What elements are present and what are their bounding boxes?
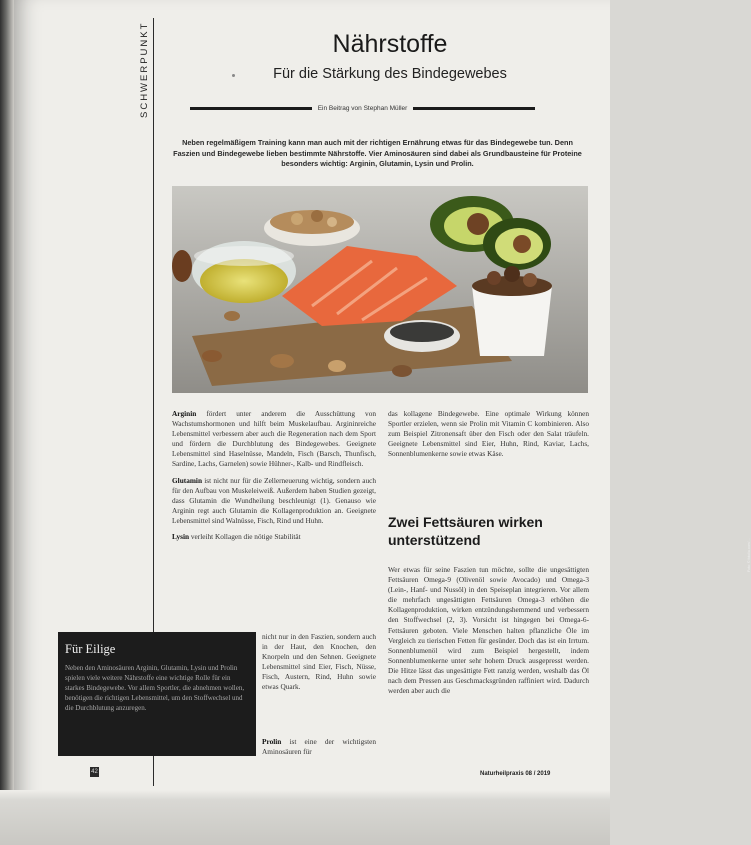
paragraph-arginin (172, 409, 376, 470)
info-box-title: Für Eilige (65, 642, 116, 656)
body-column-right-lower (388, 565, 589, 702)
text-arginin: fördert unter anderem die Ausschüttung von Wachstumshormonen und hilft beim Muskelaufbau. Argininreiche Lebensmittel verbessern aber auch die Regeneration nach dem Sport und fördern die Durchblutung des Bindegewebes. Geeignete Lebensmittel sind Haselnüsse, Mandeln, Fisch (Barsch, Thunfisch, Sardine, Lachs, Garnelen) sowie Hühner-, Kalb- und Rindfleisch. (172, 409, 376, 469)
photo-credit: Foto: © fotolia.com/… (747, 538, 751, 572)
article-subtitle: Für die Stärkung des Bindegewebes (273, 66, 507, 82)
term-glutamin: Glutamin (172, 475, 203, 485)
lead-paragraph: Neben regelmäßigem Training kann man auch mit der richtigen Ernährung etwas für das Bindegewebe tun. Denn Faszien und Bindegewebe lieben bestimmte Nährstoffe. Vier Aminosäuren sind dabei als Grundbausteine für Proteine besonders wichtig: Arginin, Glutamin, Lysin und Prolin. (173, 138, 582, 168)
body-column-left (172, 409, 376, 548)
section-heading: Zwei Fettsäuren wirken unterstützend (388, 514, 543, 548)
term-arginin: Arginin (172, 409, 197, 418)
byline-row (190, 101, 535, 115)
text-lysin-top: verleiht Kollagen die nötige Stabilität (189, 532, 301, 542)
subtitle-bullet (232, 74, 235, 77)
nut-bowl (472, 286, 552, 356)
byline: Ein Beitrag von Stephan Müller (317, 104, 408, 112)
term-prolin: Prolin (262, 737, 282, 746)
body-column-right (388, 409, 589, 465)
scan-bottom-shadow (0, 790, 610, 845)
footer-publication: Naturheilpraxis 08 / 2019 (480, 771, 551, 777)
info-box-text: Neben den Aminosäuren Arginin, Glutamin, Lysin und Prolin spielen viele weitere Nährstoffe eine wichtige Rolle für ein starkes Bindegewebe. Vor allem Sportler, die abnehmen wollen, benötigen die richtigen Lebensmittel, um den Stoffwechsel und die Durchblutung anzuregen. (65, 664, 245, 712)
paragraph-lysin-top (172, 532, 376, 542)
info-box (58, 632, 256, 756)
paragraph-fettsaeuren: Wer etwas für seine Faszien tun möchte, sollte die ungesättigten Fettsäuren Omega-9 (Olivenöl sowie Avocado) und Omega-3 (Lein-, Hanf- und Nussöl) in den Speiseplan integrieren. Vor allem die mehrfach ungesättigten Fettsäuren Omega-3 erhöhen die Kollagenproduktion, wirken entzündungshemmend und verbessern den Stoffwechsel (2, 3). Vorsicht ist hingegen bei Omega-6-Fettsäuren geboten. Viele Menschen halten pflanzliche Öle im Vergleich zu tierischen Fetten für gesünder. Doch das ist ein Irrtum. Sonnenblumenöl wird zum Beispiel hergestellt, indem Sonnenblumenkerne unter sehr hohem Druck ausgepresst werden. Die Hitze lässt das ungesättigte Fett ranzig werden, weshalb das Öl nach dem Pressen aus Geschmacksgründen raffiniert wird. Dadurch werden aber auch die (388, 565, 589, 696)
text-glutamin: ist nicht nur für die Zellerneuerung wichtig, sondern auch für den Aufbau von Muskeleiweiß. Außerdem haben Studien gezeigt, dass Glutamin die Wundheilung beschleunigt (1). Genauso wie Arginin regt auch Glutamin die Kollagenproduktion an. Geeignete Lebensmittel sind Walnüsse, Fisch, Rind und Huhn. (172, 475, 376, 525)
paragraph-prolin (262, 737, 376, 757)
page-number: 42 (91, 769, 98, 775)
food-photo-illustration (172, 186, 588, 393)
paragraph-prolin-cont: das kollagene Bindegewebe. Eine optimale Wirkung können Sportler erzielen, wenn sie Prolin mit Vitamin C kombinieren. Also zum Beispiel Zitronensaft über den Fisch oder den Salat träufeln. Geeignete Lebensmittel sind Eier, Huhn, Rind, Kaviar, Lachs, Sonnenblumenkerne sowie etwas Käse. (388, 409, 589, 459)
body-column-left-narrow (262, 632, 376, 699)
byline-rule-right (413, 107, 535, 110)
article-title: Nährstoffe (332, 30, 448, 58)
term-lysin: Lysin (172, 532, 190, 542)
byline-rule-left (190, 107, 312, 110)
paragraph-glutamin (172, 476, 376, 526)
section-label: SCHWERPUNKT (139, 21, 150, 118)
body-column-left-bottom (262, 737, 376, 763)
text-lysin-rest: nicht nur in den Faszien, sondern auch in der Haut, den Knochen, den Knorpeln und den Sehnen. Geeignete Lebensmittel sind Eier, Fisch, Nüsse, Fisch, Austern, Rind, Huhn sowie etwas Quark. (262, 632, 376, 692)
text-prolin: ist eine der wichtigsten Aminosäuren für (262, 737, 376, 757)
